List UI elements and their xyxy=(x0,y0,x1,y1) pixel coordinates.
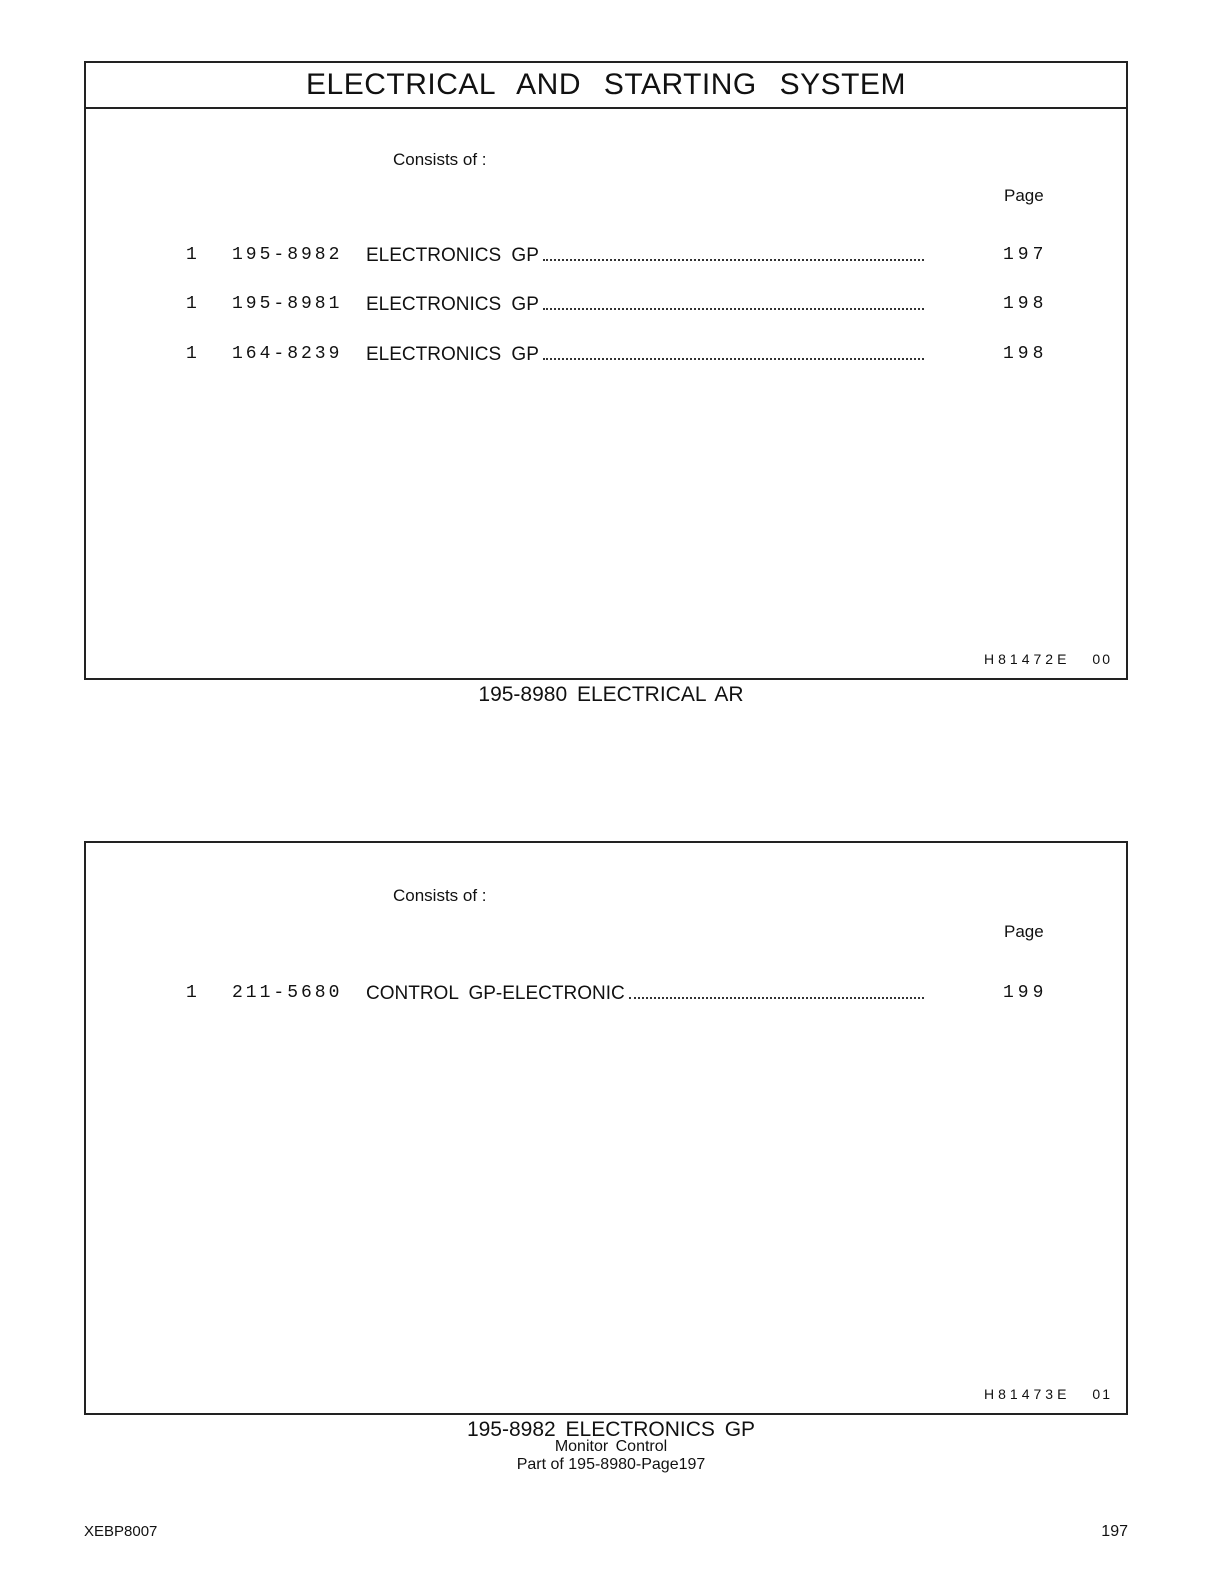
description xyxy=(366,983,924,1005)
description-text: ELECTRONICS GP xyxy=(366,344,539,365)
page-reference: 198 xyxy=(1003,344,1048,364)
document-id: XEBP8007 xyxy=(84,1523,158,1540)
reference-code: H81473E xyxy=(984,1386,1071,1402)
page-column-header: Page xyxy=(1004,186,1044,205)
quantity: 1 xyxy=(186,983,197,1003)
panel-caption: 195-8980 ELECTRICAL AR xyxy=(478,683,744,706)
panel-caption: 195-8982 ELECTRONICS GP xyxy=(466,1418,756,1441)
section-panel-electronics-gp xyxy=(84,841,1128,1415)
description-text: ELECTRONICS GP xyxy=(366,245,539,266)
description xyxy=(366,245,924,267)
revision-code: 01 xyxy=(1092,1386,1112,1402)
part-number: 195-8981 xyxy=(232,294,343,314)
illustration-reference xyxy=(984,1386,1112,1402)
dot-leader xyxy=(629,996,924,999)
parts-row[interactable] xyxy=(86,245,1126,269)
panel-subtitle: Monitor Control xyxy=(554,1438,668,1455)
illustration-reference xyxy=(984,651,1112,667)
revision-code: 00 xyxy=(1092,651,1112,667)
section-panel-electrical-system xyxy=(84,61,1128,680)
parts-row[interactable] xyxy=(86,294,1126,318)
description-text: CONTROL GP-ELECTRONIC xyxy=(366,983,625,1004)
quantity: 1 xyxy=(186,344,197,364)
section-title: ELECTRICAL AND STARTING SYSTEM xyxy=(86,63,1126,109)
quantity: 1 xyxy=(186,294,197,314)
parts-row[interactable] xyxy=(86,983,1126,1007)
page-column-header: Page xyxy=(1004,922,1044,941)
description xyxy=(366,344,924,366)
page-reference: 198 xyxy=(1003,294,1048,314)
quantity: 1 xyxy=(186,245,197,265)
dot-leader xyxy=(543,357,924,360)
description-text: ELECTRONICS GP xyxy=(366,294,539,315)
reference-code: H81472E xyxy=(984,651,1071,667)
description xyxy=(366,294,924,316)
dot-leader xyxy=(543,307,924,310)
part-number: 164-8239 xyxy=(232,344,343,364)
parts-row[interactable] xyxy=(86,344,1126,368)
part-number: 211-5680 xyxy=(232,983,343,1003)
page-reference: 197 xyxy=(1003,245,1048,265)
part-number: 195-8982 xyxy=(232,245,343,265)
page-number: 197 xyxy=(1101,1523,1128,1540)
page-reference: 199 xyxy=(1003,983,1048,1003)
part-of-reference: Part of 195-8980-Page197 xyxy=(516,1456,706,1473)
consists-of-label: Consists of : xyxy=(393,886,487,905)
dot-leader xyxy=(543,258,924,261)
consists-of-label: Consists of : xyxy=(393,150,487,169)
